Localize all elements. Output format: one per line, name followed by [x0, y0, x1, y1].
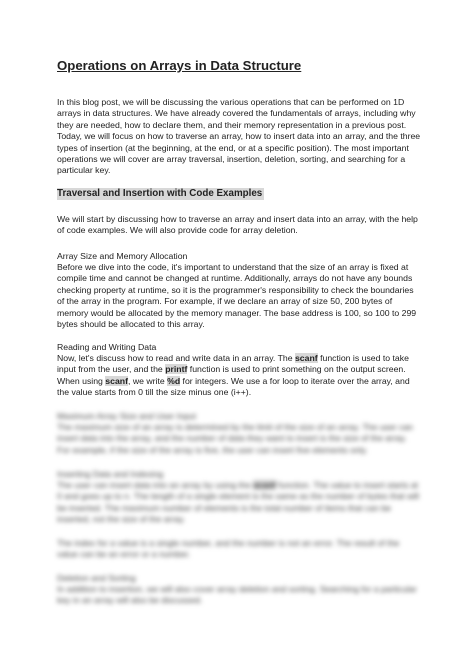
text-run: for integers. We use a for loop to iterate over the array, and the value starts from 0 till the size minus one (i++).: [57, 375, 410, 398]
section-intro-paragraph: We will start by discussing how to traverse an array and insert data into an array, with the help of code examples. We will also provide code for array deletion.: [57, 214, 418, 236]
document-title: Operations on Arrays in Data Structure: [57, 58, 302, 73]
text-run: function. The value to insert starts at 0 and goes up to n. The length of a single element is the same as the number of bytes that will be inserted. The maximum number of elements is the total number of items that can be inserted, not the size of the array.: [57, 480, 420, 525]
reading-writing-heading: Reading and Writing Data: [57, 342, 157, 352]
text-run: function is used to take input from the user, and the: [57, 353, 409, 375]
format-specifier-keyword: %d: [167, 375, 181, 386]
text-run: Now, let's discuss how to read and write data in an array. The: [57, 353, 295, 363]
reading-writing-paragraph: [57, 353, 422, 399]
index-paragraph: The index for a value is a single number, and the number is not an error. The result of the value can be an error or a number.: [57, 538, 400, 560]
scanf-keyword: scanf: [105, 375, 128, 386]
scanf-keyword: scanf: [253, 480, 276, 490]
array-size-heading: Array Size and Memory Allocation: [57, 251, 188, 261]
array-size-paragraph: Before we dive into the code, it's important to understand that the size of an array is fixed at compile time and cannot be changed at runtime. Additionally, arrays do not have any bounds checking property at runtime, so it is the programmer's responsibility to check the boundaries of the array in the program. For example, if we declare an array of size 50, 200 bytes of memory would be allocated by the memory manager. The base address is 100, so 100 to 299 bytes should be allocated to this array.: [57, 262, 417, 330]
intro-paragraph: In this blog post, we will be discussing the various operations that can be performed on 1D arrays in data structures. We have already covered the fundamentals of arrays, including why they are needed, how to declare them, and their memory representation in a previous post. Today, we will focus on how to traverse an array, how to insert data into an array, and the three types of insertion (at the beginning, at the end, or at a specific position). The most important operations we will cover are array traversal, insertion, deletion, sorting, and searching for a particular key.: [57, 97, 421, 176]
deletion-heading: Deletion and Sorting: [57, 573, 136, 583]
text-run: function is used to print something on the output screen. When using: [57, 364, 406, 386]
scanf-keyword: scanf: [294, 353, 318, 363]
section-heading: Traversal and Insertion with Code Examples: [57, 188, 263, 199]
text-run: , we write: [128, 375, 168, 386]
inserting-heading: Inserting Data and Indexing: [57, 469, 164, 479]
deletion-paragraph: In addition to insertion, we will also cover array deletion and sorting. Searching for a particular key in an array will also be discussed.: [57, 584, 417, 606]
max-size-heading: Maximum Array Size and User Input: [57, 411, 197, 421]
printf-keyword: printf: [165, 364, 188, 375]
max-size-paragraph: The maximum size of an array is determined by the limit of the size of an array. The user can insert data into the array, and the number of data they want to insert is the size of the array. For example, if the size of the array is five, the user can insert five elements only.: [57, 422, 414, 455]
inserting-paragraph: [57, 480, 422, 526]
text-run: The user can insert data into an array by using the: [57, 480, 254, 490]
